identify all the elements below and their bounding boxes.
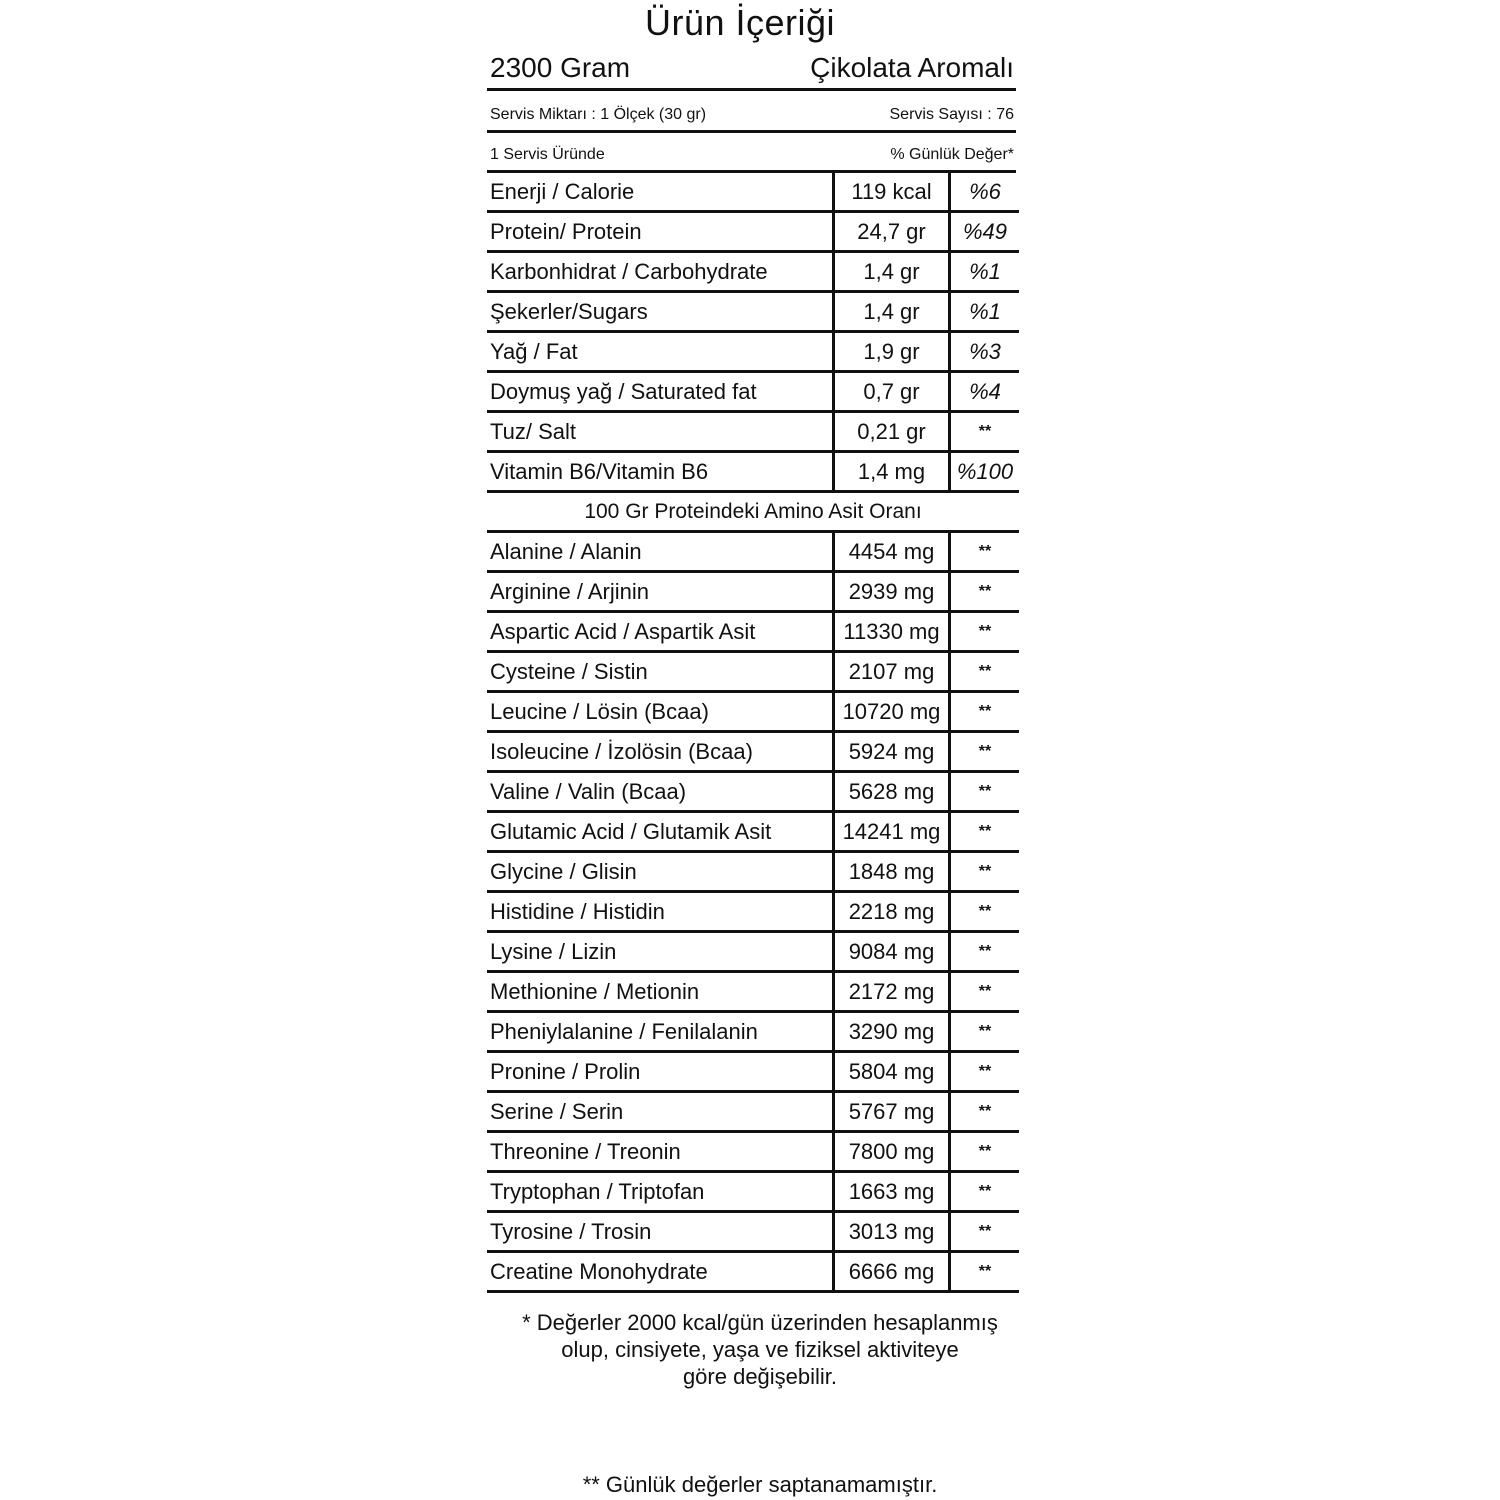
- nutrition-label: [487, 52, 1016, 1293]
- product-flavor: Çikolata Aromalı: [810, 52, 1014, 83]
- daily-value: **: [950, 732, 1020, 772]
- table-row: [487, 452, 1019, 492]
- nutrient-name: Arginine / Arjinin: [487, 572, 834, 612]
- daily-value: **: [950, 1212, 1020, 1252]
- daily-value: **: [950, 932, 1020, 972]
- daily-value: **: [950, 1132, 1020, 1172]
- nutrient-name: Leucine / Lösin (Bcaa): [487, 692, 834, 732]
- daily-value: **: [950, 892, 1020, 932]
- table-row: [487, 1252, 1019, 1292]
- daily-value: %3: [950, 332, 1020, 372]
- nutrient-amount: 5767 mg: [834, 1092, 950, 1132]
- nutrient-amount: 2172 mg: [834, 972, 950, 1012]
- nutrient-amount: 2107 mg: [834, 652, 950, 692]
- daily-value: **: [950, 1092, 1020, 1132]
- table-row: [487, 1212, 1019, 1252]
- table-row: [487, 772, 1019, 812]
- table-row: [487, 292, 1019, 332]
- nutrient-amount: 0,7 gr: [834, 372, 950, 412]
- nutrient-name: Alanine / Alanin: [487, 532, 834, 572]
- daily-value: **: [950, 1012, 1020, 1052]
- nutrient-name: Doymuş yağ / Saturated fat: [487, 372, 834, 412]
- table-row: [487, 412, 1019, 452]
- footnote-line: göre değişebilir.: [682, 1364, 838, 1389]
- nutrient-name: Tryptophan / Triptofan: [487, 1172, 834, 1212]
- serving-size: Servis Miktarı : 1 Ölçek (30 gr): [490, 106, 707, 123]
- daily-value: **: [950, 572, 1020, 612]
- table-row: [487, 652, 1019, 692]
- nutrient-amount: 1,4 gr: [834, 292, 950, 332]
- nutrient-amount: 1,4 mg: [834, 452, 950, 492]
- nutrient-amount: 5628 mg: [834, 772, 950, 812]
- daily-value: **: [950, 652, 1020, 692]
- nutrient-name: Protein/ Protein: [487, 212, 834, 252]
- nutrient-name: Enerji / Calorie: [487, 173, 834, 212]
- table-row: [487, 1012, 1019, 1052]
- daily-value: %4: [950, 372, 1020, 412]
- daily-value: **: [950, 532, 1020, 572]
- nutrient-name: Vitamin B6/Vitamin B6: [487, 452, 834, 492]
- product-header: [487, 52, 1016, 91]
- page-title: Ürün İçeriği: [644, 2, 836, 43]
- nutrient-name: Şekerler/Sugars: [487, 292, 834, 332]
- table-row: [487, 1132, 1019, 1172]
- amino-section-title: 100 Gr Proteindeki Amino Asit Oranı: [487, 492, 1019, 532]
- daily-value: **: [950, 772, 1020, 812]
- nutrient-amount: 9084 mg: [834, 932, 950, 972]
- daily-value: %49: [950, 212, 1020, 252]
- daily-value: **: [950, 1252, 1020, 1292]
- table-row: [487, 892, 1019, 932]
- per-serving-label: 1 Servis Üründe: [490, 146, 605, 163]
- daily-value: **: [950, 692, 1020, 732]
- nutrient-amount: 1,9 gr: [834, 332, 950, 372]
- table-row: [487, 572, 1019, 612]
- nutrition-table: [487, 173, 1019, 1293]
- footnote-line: * Değerler 2000 kcal/gün üzerinden hesaplanmış: [522, 1310, 998, 1335]
- table-row: [487, 532, 1019, 572]
- nutrient-name: Glycine / Glisin: [487, 852, 834, 892]
- amino-section-header: [487, 492, 1019, 532]
- nutrient-name: Karbonhidrat / Carbohydrate: [487, 252, 834, 292]
- nutrient-amount: 1848 mg: [834, 852, 950, 892]
- nutrient-amount: 10720 mg: [834, 692, 950, 732]
- daily-value: %6: [950, 173, 1020, 212]
- servings-count: Servis Sayısı : 76: [889, 106, 1014, 123]
- daily-value-label: % Günlük Değer*: [890, 146, 1014, 163]
- table-row: [487, 972, 1019, 1012]
- table-row: [487, 252, 1019, 292]
- nutrient-name: Lysine / Lizin: [487, 932, 834, 972]
- nutrient-name: Serine / Serin: [487, 1092, 834, 1132]
- nutrient-amount: 3013 mg: [834, 1212, 950, 1252]
- no-daily-value-note: ** Günlük değerler saptanamamıştır.: [582, 1472, 938, 1497]
- table-row: [487, 1052, 1019, 1092]
- nutrient-amount: 1,4 gr: [834, 252, 950, 292]
- table-row: [487, 1092, 1019, 1132]
- nutrient-name: Creatine Monohydrate: [487, 1252, 834, 1292]
- table-row: [487, 852, 1019, 892]
- daily-value: %1: [950, 292, 1020, 332]
- nutrient-name: Aspartic Acid / Aspartik Asit: [487, 612, 834, 652]
- nutrient-amount: 7800 mg: [834, 1132, 950, 1172]
- nutrient-amount: 2218 mg: [834, 892, 950, 932]
- nutrient-amount: 119 kcal: [834, 173, 950, 212]
- daily-value: **: [950, 852, 1020, 892]
- nutrient-name: Isoleucine / İzolösin (Bcaa): [487, 732, 834, 772]
- daily-value: **: [950, 812, 1020, 852]
- nutrient-name: Tyrosine / Trosin: [487, 1212, 834, 1252]
- nutrient-name: Valine / Valin (Bcaa): [487, 772, 834, 812]
- table-row: [487, 372, 1019, 412]
- table-row: [487, 612, 1019, 652]
- daily-value: %1: [950, 252, 1020, 292]
- daily-value: **: [950, 612, 1020, 652]
- table-row: [487, 692, 1019, 732]
- daily-value: **: [950, 972, 1020, 1012]
- table-row: [487, 173, 1019, 212]
- nutrient-amount: 6666 mg: [834, 1252, 950, 1292]
- nutrient-amount: 2939 mg: [834, 572, 950, 612]
- nutrient-amount: 11330 mg: [834, 612, 950, 652]
- nutrient-name: Tuz/ Salt: [487, 412, 834, 452]
- daily-value: **: [950, 412, 1020, 452]
- nutrient-name: Glutamic Acid / Glutamik Asit: [487, 812, 834, 852]
- nutrient-amount: 14241 mg: [834, 812, 950, 852]
- nutrient-amount: 24,7 gr: [834, 212, 950, 252]
- table-row: [487, 212, 1019, 252]
- product-weight: 2300 Gram: [490, 52, 631, 83]
- table-row: [487, 732, 1019, 772]
- nutrient-amount: 4454 mg: [834, 532, 950, 572]
- serving-info: [487, 91, 1016, 133]
- nutrient-name: Yağ / Fat: [487, 332, 834, 372]
- nutrient-amount: 3290 mg: [834, 1012, 950, 1052]
- nutrient-name: Histidine / Histidin: [487, 892, 834, 932]
- nutrient-name: Pronine / Prolin: [487, 1052, 834, 1092]
- nutrient-amount: 5804 mg: [834, 1052, 950, 1092]
- nutrient-name: Threonine / Treonin: [487, 1132, 834, 1172]
- footnote-line: olup, cinsiyete, yaşa ve fiziksel aktiviteye: [561, 1337, 959, 1362]
- daily-value: **: [950, 1172, 1020, 1212]
- daily-value: **: [950, 1052, 1020, 1092]
- table-row: [487, 812, 1019, 852]
- nutrient-amount: 1663 mg: [834, 1172, 950, 1212]
- daily-value: %100: [950, 452, 1020, 492]
- column-header: [487, 133, 1016, 173]
- nutrient-name: Cysteine / Sistin: [487, 652, 834, 692]
- table-row: [487, 932, 1019, 972]
- nutrient-name: Pheniylalanine / Fenilalanin: [487, 1012, 834, 1052]
- nutrient-amount: 5924 mg: [834, 732, 950, 772]
- table-row: [487, 1172, 1019, 1212]
- table-row: [487, 332, 1019, 372]
- footnote: [480, 1309, 1040, 1390]
- nutrient-name: Methionine / Metionin: [487, 972, 834, 1012]
- nutrient-amount: 0,21 gr: [834, 412, 950, 452]
